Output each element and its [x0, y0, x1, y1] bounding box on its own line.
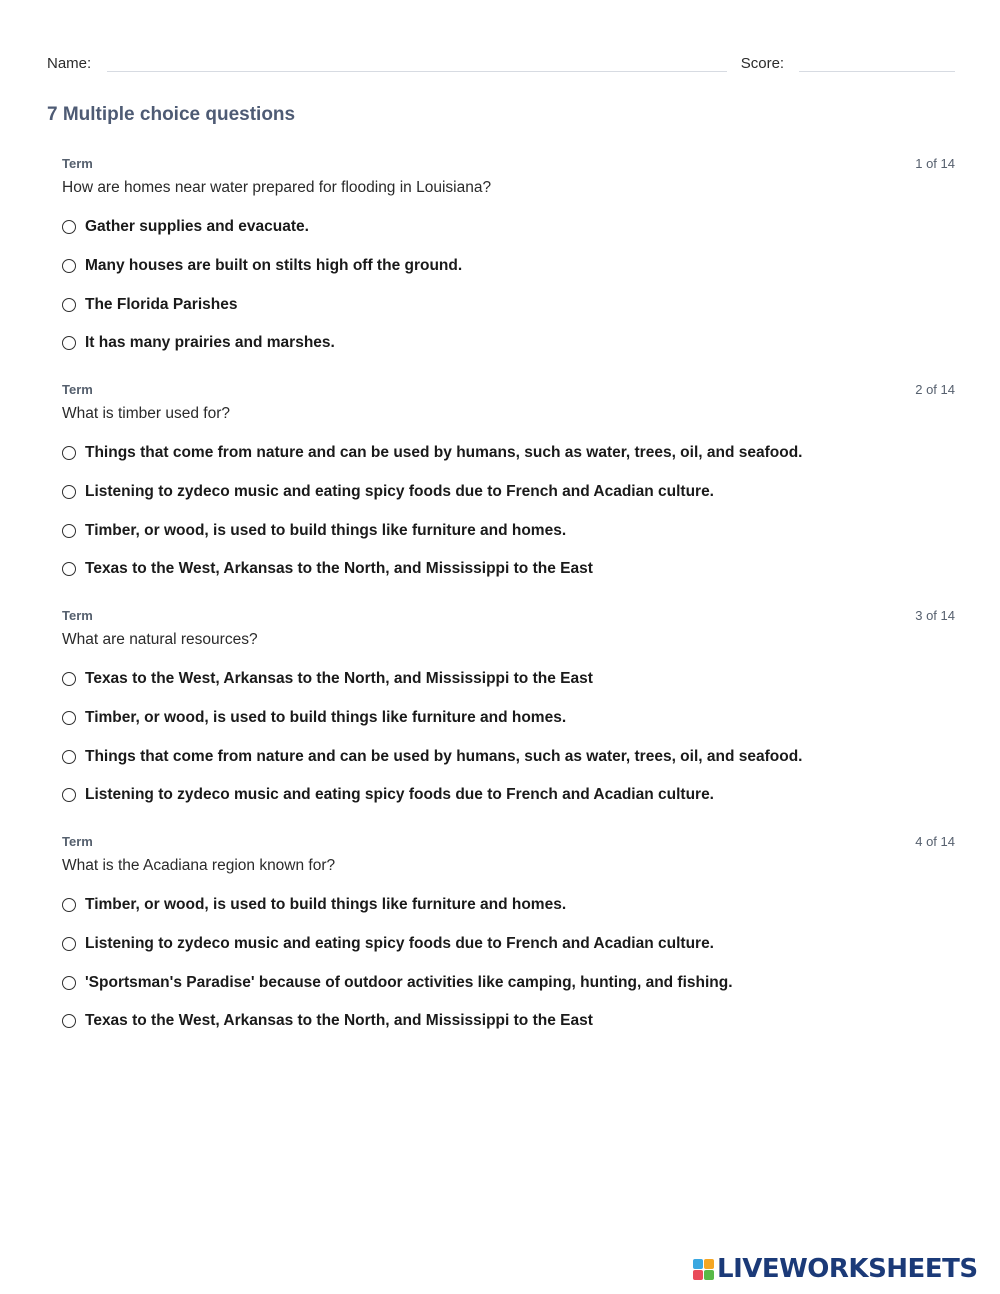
question-3 [62, 604, 955, 830]
answer-option[interactable] [62, 208, 955, 247]
answer-option-label: Many houses are built on stilts high off the ground. [85, 257, 463, 275]
question-counter: 3 of 14 [915, 607, 955, 623]
answer-option[interactable] [62, 776, 955, 815]
answer-option[interactable] [62, 511, 955, 550]
question-1 [62, 152, 955, 378]
radio-circle-icon[interactable] [62, 336, 76, 350]
radio-circle-icon[interactable] [62, 976, 76, 990]
term-label: Term [62, 607, 93, 623]
question-prompt: What is the Acadiana region known for? [62, 857, 336, 874]
logo-square-icon [704, 1270, 714, 1280]
radio-circle-icon[interactable] [62, 672, 76, 686]
question-header [62, 604, 955, 626]
radio-circle-icon[interactable] [62, 750, 76, 764]
answer-option-label: The Florida Parishes [85, 295, 238, 313]
answer-option[interactable] [62, 247, 955, 286]
name-label: Name: [47, 55, 92, 72]
answer-option[interactable] [62, 434, 955, 473]
answer-option[interactable] [62, 699, 955, 738]
radio-circle-icon[interactable] [62, 711, 76, 725]
answer-option[interactable] [62, 886, 955, 925]
question-prompt: What are natural resources? [62, 631, 258, 648]
answer-option-label: Listening to zydeco music and eating spicy foods due to French and Acadian culture. [85, 935, 714, 953]
term-label: Term [62, 155, 93, 171]
answer-option[interactable] [62, 925, 955, 964]
radio-circle-icon[interactable] [62, 298, 76, 312]
logo-square-icon [693, 1270, 703, 1280]
liveworksheets-logo [693, 1254, 978, 1284]
answer-option-label: 'Sportsman's Paradise' because of outdoor activities like camping, hunting, and fishing. [85, 973, 733, 991]
header-row [47, 48, 955, 72]
answer-option-label: Things that come from nature and can be used by humans, such as water, trees, oil, and seafood. [85, 444, 803, 462]
logo-square-icon [693, 1259, 703, 1269]
answer-option[interactable] [62, 550, 955, 589]
radio-circle-icon[interactable] [62, 220, 76, 234]
answer-options [62, 886, 955, 1041]
answer-option-label: It has many prairies and marshes. [85, 334, 335, 352]
question-counter: 4 of 14 [915, 833, 955, 849]
answer-option[interactable] [62, 660, 955, 699]
logo-mark-icon [693, 1259, 714, 1280]
answer-option-label: Timber, or wood, is used to build things like furniture and homes. [85, 709, 567, 727]
question-prompt: How are homes near water prepared for flooding in Louisiana? [62, 179, 492, 196]
radio-circle-icon[interactable] [62, 524, 76, 538]
answer-option-label: Texas to the West, Arkansas to the North, and Mississippi to the East [85, 560, 593, 578]
score-label: Score: [740, 55, 785, 72]
answer-option-label: Texas to the West, Arkansas to the North, and Mississippi to the East [85, 1012, 593, 1030]
question-2 [62, 378, 955, 604]
score-field[interactable] [799, 51, 955, 72]
question-counter: 2 of 14 [915, 381, 955, 397]
answer-option-label: Gather supplies and evacuate. [85, 218, 309, 236]
term-label: Term [62, 833, 93, 849]
logo-text: LIVEWORKSHEETS [717, 1254, 978, 1284]
answer-option-label: Listening to zydeco music and eating spicy foods due to French and Acadian culture. [85, 786, 714, 804]
answer-option[interactable] [62, 324, 955, 363]
question-list [62, 152, 955, 1056]
section-title: 7 Multiple choice questions [47, 104, 296, 125]
name-field[interactable] [107, 51, 727, 72]
answer-option[interactable] [62, 963, 955, 1002]
logo-square-icon [704, 1259, 714, 1269]
question-header [62, 152, 955, 174]
answer-options [62, 660, 955, 815]
radio-circle-icon[interactable] [62, 1014, 76, 1028]
radio-circle-icon[interactable] [62, 562, 76, 576]
question-prompt: What is timber used for? [62, 405, 230, 422]
answer-option-label: Timber, or wood, is used to build things like furniture and homes. [85, 896, 567, 914]
answer-option[interactable] [62, 737, 955, 776]
question-header [62, 830, 955, 852]
question-4 [62, 830, 955, 1056]
term-label: Term [62, 381, 93, 397]
answer-option-label: Texas to the West, Arkansas to the North, and Mississippi to the East [85, 670, 593, 688]
answer-option[interactable] [62, 473, 955, 512]
radio-circle-icon[interactable] [62, 446, 76, 460]
radio-circle-icon[interactable] [62, 485, 76, 499]
answer-option[interactable] [62, 1002, 955, 1041]
radio-circle-icon[interactable] [62, 788, 76, 802]
answer-options [62, 434, 955, 589]
answer-option[interactable] [62, 285, 955, 324]
answer-options [62, 208, 955, 363]
radio-circle-icon[interactable] [62, 898, 76, 912]
answer-option-label: Listening to zydeco music and eating spicy foods due to French and Acadian culture. [85, 483, 714, 501]
question-header [62, 378, 955, 400]
answer-option-label: Things that come from nature and can be used by humans, such as water, trees, oil, and seafood. [85, 747, 803, 765]
radio-circle-icon[interactable] [62, 259, 76, 273]
question-counter: 1 of 14 [915, 155, 955, 171]
radio-circle-icon[interactable] [62, 937, 76, 951]
answer-option-label: Timber, or wood, is used to build things like furniture and homes. [85, 521, 567, 539]
